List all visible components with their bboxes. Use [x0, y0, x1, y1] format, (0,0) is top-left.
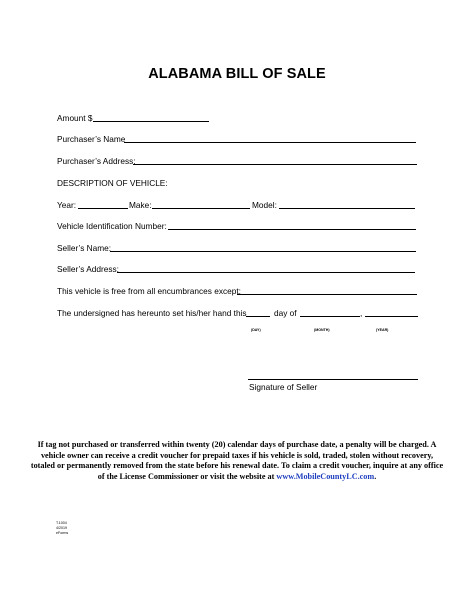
form-source: eForms — [56, 531, 69, 535]
vehicle-description-heading: DESCRIPTION OF VEHICLE: — [57, 178, 168, 188]
website-link[interactable]: www.MobileCountyLC.com — [276, 471, 375, 481]
make-line[interactable] — [152, 208, 250, 209]
comma-separator: , — [360, 308, 363, 318]
month-line[interactable] — [300, 316, 360, 317]
penalty-notice — [30, 440, 444, 482]
signature-label: Signature of Seller — [249, 382, 318, 392]
year-caption: (YEAR) — [376, 328, 389, 332]
form-footer — [56, 521, 68, 536]
day-of-label: day of — [274, 308, 297, 318]
vin-line[interactable] — [168, 229, 416, 230]
seller-name-label: Seller’s Name: — [57, 243, 112, 253]
make-label: Make: — [129, 200, 152, 210]
purchaser-name-label: Purchaser’s Name — [57, 134, 126, 144]
encumbrances-line[interactable] — [237, 294, 417, 295]
month-caption: (MONTH) — [314, 328, 330, 332]
day-caption: (DAY) — [251, 328, 261, 332]
notice-end: . — [374, 471, 377, 481]
undersigned-text: The undersigned has hereunto set his/her hand this — [57, 308, 247, 318]
amount-label: Amount $ — [57, 113, 93, 123]
purchaser-name-line[interactable] — [124, 142, 416, 143]
model-label: Model: — [252, 200, 277, 210]
year-date-line[interactable] — [365, 316, 418, 317]
form-number: T.1004 — [56, 521, 67, 525]
purchaser-address-line[interactable] — [133, 164, 417, 165]
year-line[interactable] — [78, 208, 128, 209]
seller-address-label: Seller’s Address: — [57, 264, 119, 274]
notice-text: If tag not purchased or transferred within twenty (20) calendar days of purchase date, a penalty will be charged. A vehicle owner can receive a credit voucher for prepaid taxes if his vehicle is sold, traded, stolen without recovery, totaled or permanently removed from the state before his renewal date. To claim a credit voucher, inquire at any office of the License Commissioner or visit the website at — [30, 440, 444, 481]
encumbrances-label: This vehicle is free from all encumbrances except: — [57, 286, 241, 296]
seller-name-line[interactable] — [110, 251, 416, 252]
form-date: 4/2019 — [56, 526, 67, 530]
model-line[interactable] — [279, 208, 415, 209]
day-line[interactable] — [246, 316, 270, 317]
year-label: Year: — [57, 200, 77, 210]
form-title: ALABAMA BILL OF SALE — [148, 66, 326, 82]
seller-address-line[interactable] — [117, 272, 415, 273]
purchaser-address-label: Purchaser’s Address: — [57, 156, 136, 166]
vin-label: Vehicle Identification Number: — [57, 221, 167, 231]
signature-line[interactable] — [248, 379, 418, 380]
amount-line[interactable] — [93, 121, 209, 122]
